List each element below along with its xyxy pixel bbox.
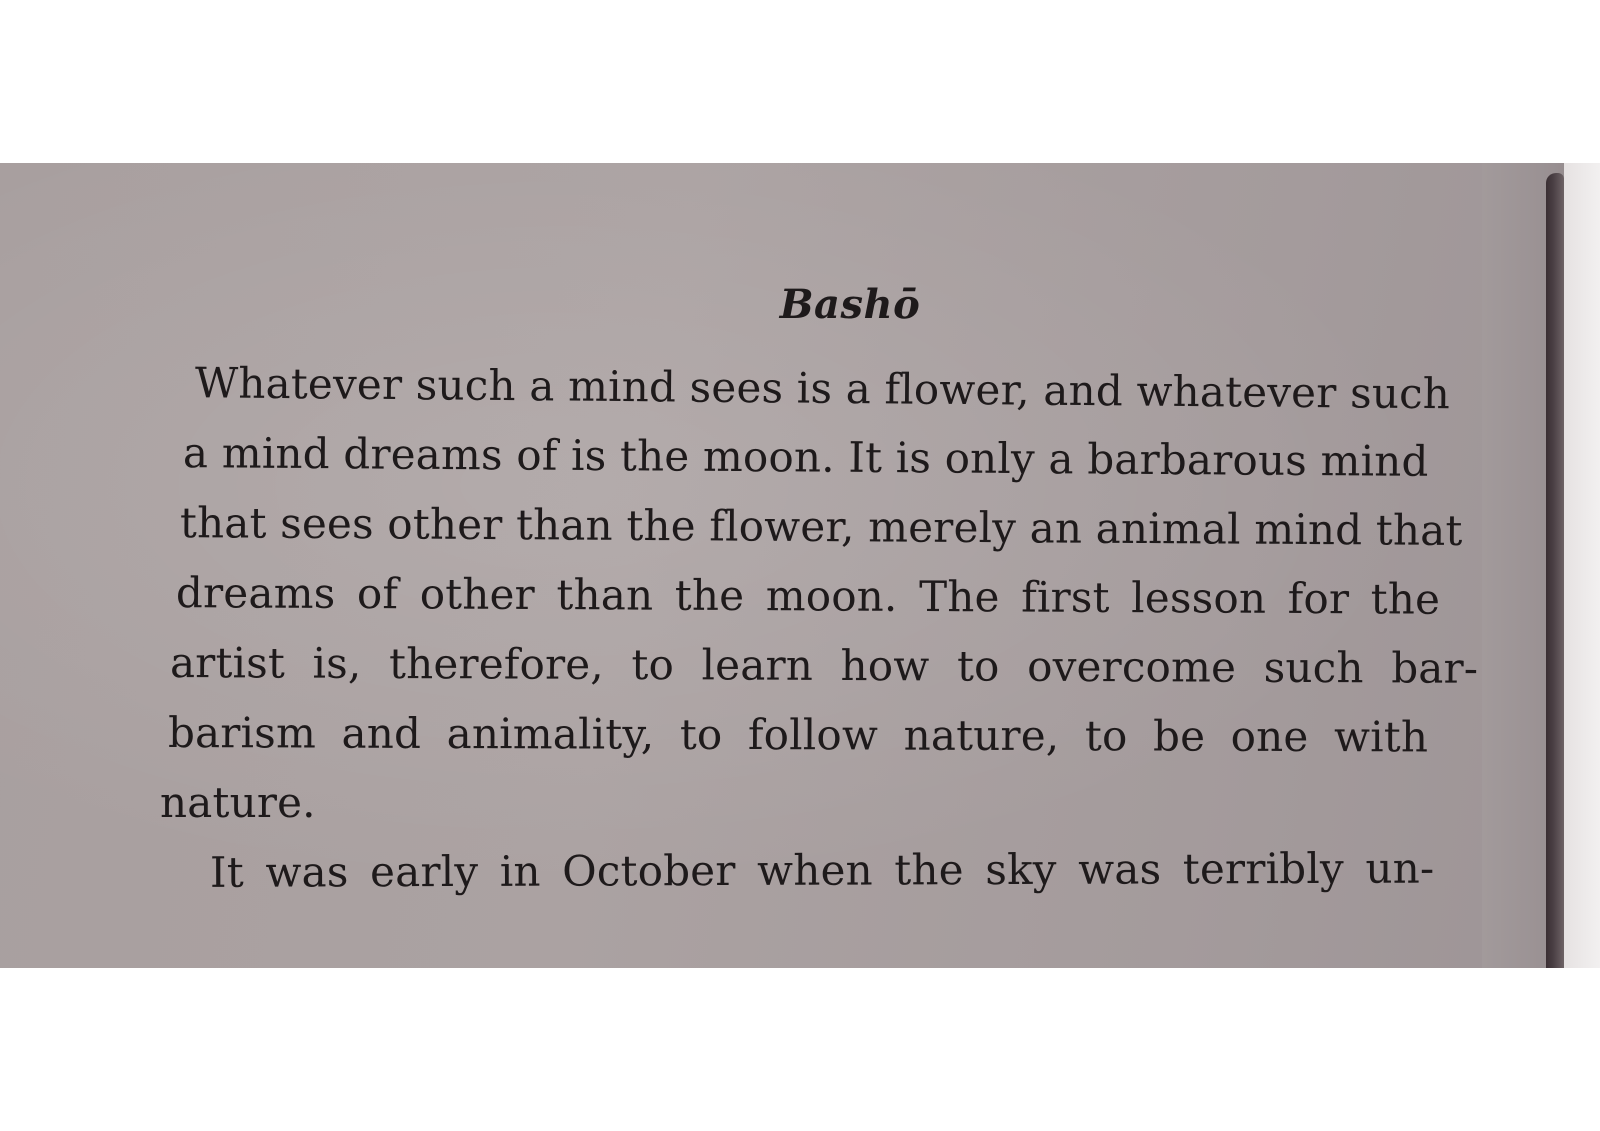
text-line: artist is, therefore, to learn how to overcome such bar- bbox=[169, 638, 1479, 693]
book-page-photo bbox=[0, 163, 1600, 968]
background-outside-book bbox=[1564, 163, 1600, 968]
text-line: dreams of other than the moon. The first lesson for the bbox=[175, 568, 1441, 624]
book-edge-shadow bbox=[1546, 173, 1564, 968]
text-line: barism and animality, to follow nature, to be one with bbox=[167, 708, 1429, 762]
page-text bbox=[160, 281, 1479, 908]
text-line: that sees other than the flower, merely an animal mind that bbox=[179, 498, 1463, 555]
text-line: Whatever such a mind sees is a flower, and whatever such bbox=[194, 358, 1451, 419]
running-head: Bashō bbox=[779, 281, 921, 328]
text-line: a mind dreams of is the moon. It is only a barbarous mind bbox=[182, 428, 1429, 486]
text-line: nature. bbox=[160, 778, 316, 827]
text-line: It was early in October when the sky was terribly un- bbox=[209, 843, 1435, 897]
